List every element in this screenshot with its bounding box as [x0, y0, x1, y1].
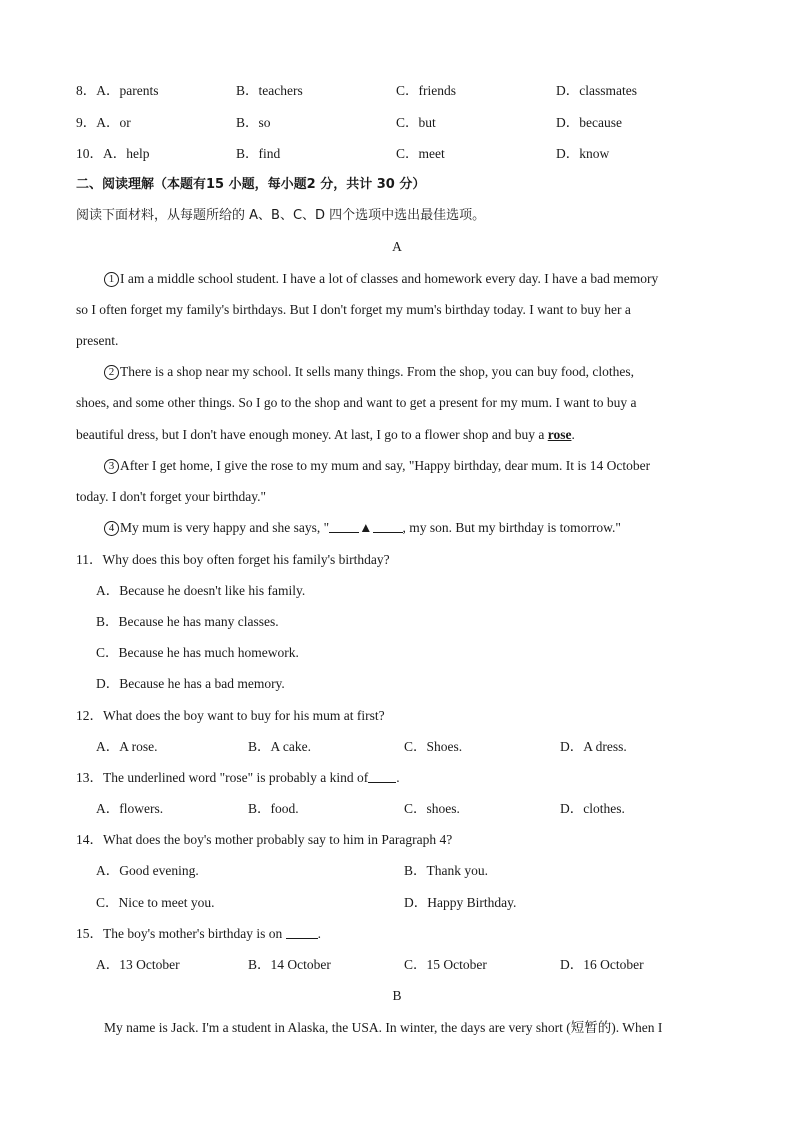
q10-option-b: B．find — [236, 146, 281, 161]
q13-option-a: A．flowers. — [96, 801, 164, 816]
answer-blank — [373, 519, 403, 533]
q11-option-c: C．Because he has much homework. — [96, 645, 299, 660]
answer-blank — [329, 519, 359, 533]
underlined-word-rose: rose — [547, 427, 572, 442]
q12-option-d: D．A dress. — [560, 739, 627, 754]
answer-blank — [286, 925, 318, 939]
question-14-stem: 14．What does the boy's mother probably say to him in Paragraph 4? — [76, 832, 453, 847]
question-8 — [0, 82, 794, 100]
answer-blank — [368, 769, 396, 783]
q9-option-a: 9．A．or — [76, 115, 131, 130]
paragraph-2-line-2: shoes, and some other things. So I go to the shop and want to get a present for my mum. I want to buy a — [76, 395, 637, 410]
q13-option-d: D．clothes. — [560, 801, 625, 816]
question-12-options — [0, 738, 794, 756]
q10-option-d: D．know — [556, 146, 610, 161]
paragraph-number-3: 3 — [104, 459, 119, 474]
q14-option-d: D．Happy Birthday. — [404, 895, 517, 910]
question-13-options — [0, 800, 794, 818]
passage-b-line-1: My name is Jack. I'm a student in Alaska, the USA. In winter, the days are very short (短暂的). When I — [104, 1020, 663, 1035]
paragraph-1-line-3: present. — [76, 333, 119, 348]
q8-option-d: D．classmates — [556, 83, 637, 98]
q8-option-b: B．teachers — [236, 83, 303, 98]
paragraph-2-line-1: 2 There is a shop near my school. It sells many things. From the shop, you can buy food, clothes, — [104, 363, 634, 381]
q11-option-a: A．Because he doesn't like his family. — [96, 583, 306, 598]
q11-option-b: B．Because he has many classes. — [96, 614, 279, 629]
q15-option-a: A．13 October — [96, 957, 180, 972]
paragraph-number-1: 1 — [104, 272, 119, 287]
paragraph-1-line-2: so I often forget my family's birthdays. But I don't forget my mum's birthday today. I want to buy her a — [76, 302, 631, 317]
q15-option-b: B．14 October — [248, 957, 331, 972]
q15-option-d: D．16 October — [560, 957, 644, 972]
q9-option-b: B．so — [236, 115, 271, 130]
question-14-options-row-2 — [0, 894, 794, 912]
q9-option-c: C．but — [396, 115, 436, 130]
paragraph-1-line-1: 1 I am a middle school student. I have a lot of classes and homework every day. I have a bad memory — [104, 270, 658, 288]
section-heading: 二、阅读理解（本题有15 小题，每小题2 分，共计 30 分） — [76, 177, 426, 192]
q10-option-c: C．meet — [396, 146, 445, 161]
q14-option-c: C．Nice to meet you. — [96, 895, 215, 910]
passage-a-label: A — [392, 239, 402, 254]
paragraph-2-line-3: beautiful dress, but I don't have enough money. At last, I go to a flower shop and buy a rose. — [76, 427, 575, 442]
question-13-stem: 13．The underlined word "rose" is probably a kind of . — [76, 770, 400, 785]
passage-b-label: B — [392, 988, 402, 1003]
q9-option-d: D．because — [556, 115, 622, 130]
q12-option-c: C．Shoes. — [404, 739, 463, 754]
q12-option-b: B．A cake. — [248, 739, 311, 754]
question-15-options — [0, 956, 794, 974]
triangle-icon: ▲ — [359, 520, 373, 535]
q14-option-a: A．Good evening. — [96, 863, 199, 878]
paragraph-3-line-1: 3 After I get home, I give the rose to my mum and say, "Happy birthday, dear mum. It is 14 October — [104, 457, 650, 475]
question-11-stem: 11．Why does this boy often forget his family's birthday? — [76, 552, 390, 567]
question-12-stem: 12．What does the boy want to buy for his mum at first? — [76, 708, 385, 723]
q13-option-c: C．shoes. — [404, 801, 460, 816]
q11-option-d: D．Because he has a bad memory. — [96, 676, 285, 691]
q8-option-a: 8．A．parents — [76, 83, 159, 98]
question-14-options-row-1 — [0, 862, 794, 880]
paragraph-number-4: 4 — [104, 521, 119, 536]
q8-option-c: C．friends — [396, 83, 456, 98]
question-15-stem: 15．The boy's mother's birthday is on . — [76, 926, 321, 941]
q10-option-a: 10．A．help — [76, 146, 150, 161]
question-10 — [0, 145, 794, 163]
paragraph-number-2: 2 — [104, 365, 119, 380]
section-instruction: 阅读下面材料，从每题所给的 A、B、C、D 四个选项中选出最佳选项。 — [76, 208, 486, 223]
question-9 — [0, 114, 794, 132]
q12-option-a: A．A rose. — [96, 739, 158, 754]
paragraph-4-line-1: 4 My mum is very happy and she says, " ▲ , my son. But my birthday is tomorrow." — [104, 519, 621, 537]
paragraph-3-line-2: today. I don't forget your birthday." — [76, 489, 267, 504]
q14-option-b: B．Thank you. — [404, 863, 488, 878]
q13-option-b: B．food. — [248, 801, 299, 816]
q15-option-c: C．15 October — [404, 957, 487, 972]
